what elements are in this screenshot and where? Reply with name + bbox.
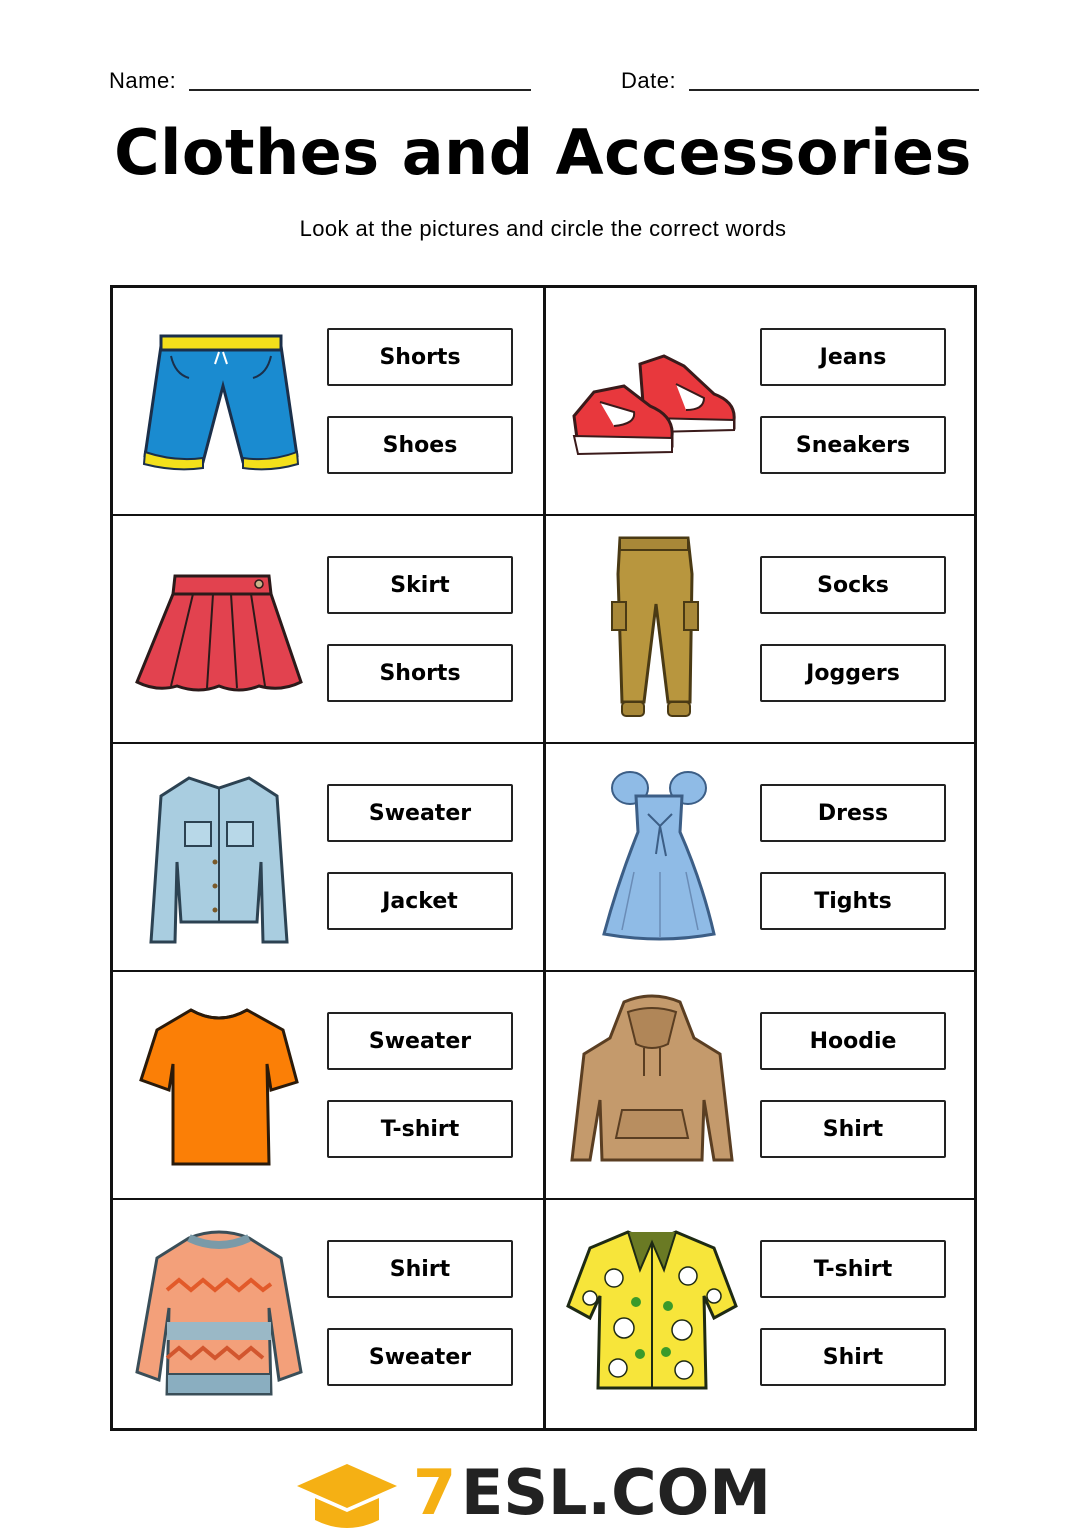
worksheet-grid [110, 285, 977, 1431]
option-skirt[interactable]: Skirt [327, 556, 513, 614]
joggers-icon [564, 534, 740, 724]
date-field[interactable] [689, 89, 979, 91]
brand-number: 7 [413, 1456, 457, 1529]
option-tshirt[interactable]: T-shirt [760, 1240, 946, 1298]
option-shirt[interactable]: Shirt [760, 1100, 946, 1158]
item-cell [113, 516, 546, 744]
date-label: Date: [621, 68, 677, 93]
graduation-cap-icon [297, 1464, 397, 1528]
option-shirt[interactable]: Shirt [760, 1328, 946, 1386]
option-sneakers[interactable]: Sneakers [760, 416, 946, 474]
option-jacket[interactable]: Jacket [327, 872, 513, 930]
instructions: Look at the pictures and circle the correct words [299, 216, 787, 241]
option-socks[interactable]: Socks [760, 556, 946, 614]
skirt-icon [131, 534, 307, 724]
item-cell [113, 288, 546, 516]
item-cell [546, 972, 977, 1200]
item-cell [546, 516, 977, 744]
option-shorts[interactable]: Shorts [327, 644, 513, 702]
item-cell [113, 744, 546, 972]
option-tights[interactable]: Tights [760, 872, 946, 930]
option-tshirt[interactable]: T-shirt [327, 1100, 513, 1158]
dress-icon [564, 762, 740, 952]
sneakers-icon [564, 306, 740, 496]
hoodie-icon [564, 990, 740, 1180]
option-shoes[interactable]: Shoes [327, 416, 513, 474]
name-label: Name: [109, 68, 177, 93]
item-cell [113, 1200, 546, 1428]
page-title: Clothes and Accessories [114, 116, 972, 189]
brand-text: ESL.COM [461, 1456, 771, 1529]
option-jeans[interactable]: Jeans [760, 328, 946, 386]
brand-logo [293, 1448, 793, 1533]
name-field[interactable] [189, 89, 531, 91]
option-hoodie[interactable]: Hoodie [760, 1012, 946, 1070]
sweater-icon [131, 1218, 307, 1408]
item-cell [546, 288, 977, 516]
option-shorts[interactable]: Shorts [327, 328, 513, 386]
option-sweater[interactable]: Sweater [327, 784, 513, 842]
option-dress[interactable]: Dress [760, 784, 946, 842]
option-sweater[interactable]: Sweater [327, 1012, 513, 1070]
item-cell [113, 972, 546, 1200]
item-cell [546, 744, 977, 972]
item-cell [546, 1200, 977, 1428]
option-joggers[interactable]: Joggers [760, 644, 946, 702]
tshirt-icon [131, 990, 307, 1180]
hawaiian-shirt-icon [564, 1218, 740, 1408]
shorts-icon [131, 306, 307, 496]
option-shirt[interactable]: Shirt [327, 1240, 513, 1298]
option-sweater[interactable]: Sweater [327, 1328, 513, 1386]
jacket-icon [131, 762, 307, 952]
